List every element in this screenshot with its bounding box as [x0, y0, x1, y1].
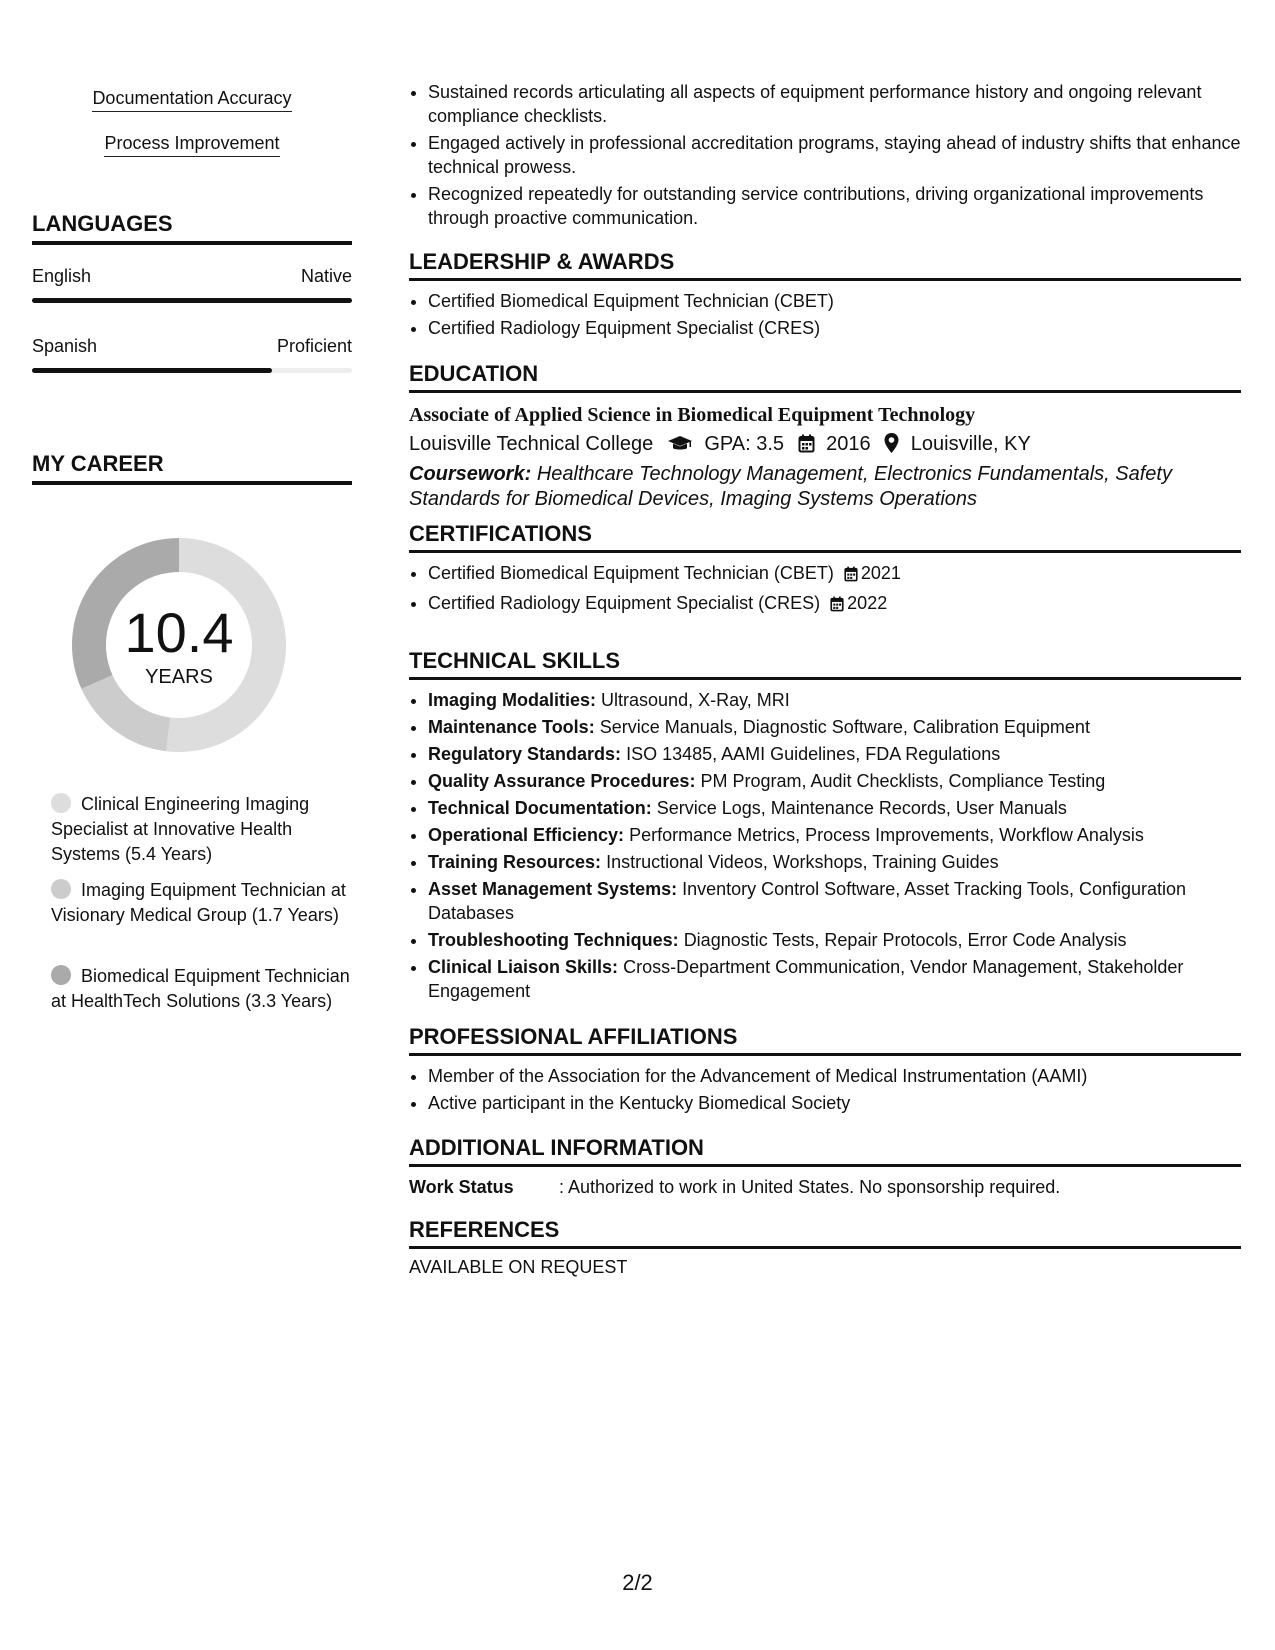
skill-tag: Documentation Accuracy: [32, 88, 352, 109]
certification-year: 2022: [847, 593, 888, 613]
education-section: [409, 361, 1241, 512]
career-donut: [66, 532, 292, 758]
references-text: AVAILABLE ON REQUEST: [409, 1257, 628, 1277]
work-status-row: [409, 1175, 1241, 1201]
certification-year: 2021: [860, 563, 901, 583]
list-item: • Asset Management Systems: Inventory Control Software, Asset Tracking Tools, Configuration Databases: [428, 877, 1241, 925]
list-item: • Technical Documentation: Service Logs, Maintenance Records, User Manuals: [428, 796, 1241, 820]
list-item: • Imaging Modalities: Ultrasound, X-Ray, MRI: [428, 688, 1241, 712]
page-number: 2/2: [622, 1570, 653, 1595]
coursework-label: Coursework:: [409, 463, 532, 485]
language-name: Spanish: [32, 336, 98, 356]
calendar-icon: [798, 432, 815, 462]
list-item: • Recognized repeatedly for outstanding service contributions, driving organizational improvements through proactive communication.: [428, 182, 1241, 230]
skill-tag: Process Improvement: [32, 133, 352, 154]
list-item: • Operational Efficiency: Performance Metrics, Process Improvements, Workflow Analysis: [428, 823, 1241, 847]
location-pin-icon: [884, 432, 899, 462]
degree: Associate of Applied Science in Biomedical Equipment Technology: [409, 404, 976, 426]
languages-heading: LANGUAGES: [32, 211, 352, 245]
coursework-list: Healthcare Technology Management, Electronics Fundamentals, Safety Standards for Biomedical Devices, Imaging Systems Operations: [409, 463, 1172, 510]
career-role: Biomedical Equipment Technician at HealthTech Solutions (3.3 Years): [51, 966, 350, 1011]
role-dot: [51, 965, 71, 985]
additional-info-section: [409, 1135, 1241, 1201]
list-item: • Troubleshooting Techniques: Diagnostic Tests, Repair Protocols, Error Code Analysis: [428, 928, 1241, 952]
career-heading: MY CAREER: [32, 451, 352, 485]
list-item: • Member of the Association for the Advancement of Medical Instrumentation (AAMI): [428, 1064, 1241, 1088]
education-location: Louisville, KY: [910, 433, 1031, 455]
language-bar-fill: [32, 368, 272, 373]
section-heading: REFERENCES: [409, 1217, 1241, 1249]
section-heading: TECHNICAL SKILLS: [409, 648, 1241, 680]
school: Louisville Technical College: [409, 433, 654, 455]
career-years-unit: YEARS: [145, 666, 213, 688]
section-heading: EDUCATION: [409, 361, 1241, 393]
language-level: Native: [300, 266, 352, 286]
coursework: [409, 462, 1241, 512]
role-dot: [51, 793, 71, 813]
list-item: • Training Resources: Instructional Videos, Workshops, Training Guides: [428, 850, 1241, 874]
list-item: • Certified Radiology Equipment Specialist (CRES): [428, 316, 1241, 340]
list-item: • Certified Radiology Equipment Specialist (CRES) 2022: [428, 591, 1241, 618]
language-bar-fill: [32, 298, 352, 303]
list-item: • Engaged actively in professional accreditation programs, staying ahead of industry shifts that enhance technical prowess.: [428, 131, 1241, 179]
references-section: [409, 1217, 1241, 1278]
role-dot: [51, 879, 71, 899]
experience-bullets: [409, 80, 1241, 233]
certifications-section: [409, 521, 1241, 621]
work-status-label: Work Status: [409, 1177, 514, 1197]
leadership-section: [409, 249, 1241, 343]
list-item: • Maintenance Tools: Service Manuals, Diagnostic Software, Calibration Equipment: [428, 715, 1241, 739]
language-bar: [32, 368, 352, 373]
graduation-year: 2016: [826, 433, 871, 455]
list-item: • Regulatory Standards: ISO 13485, AAMI Guidelines, FDA Regulations: [428, 742, 1241, 766]
affiliations-section: [409, 1024, 1241, 1118]
section-heading: LEADERSHIP & AWARDS: [409, 249, 1241, 281]
list-item: • Certified Biomedical Equipment Technician (CBET) 2021: [428, 561, 1241, 588]
section-heading: ADDITIONAL INFORMATION: [409, 1135, 1241, 1167]
career-role: Imaging Equipment Technician at Visionary Medical Group (1.7 Years): [51, 880, 346, 925]
list-item: • Clinical Liaison Skills: Cross-Department Communication, Vendor Management, Stakeholder Engagement: [428, 955, 1241, 1003]
section-heading: PROFESSIONAL AFFILIATIONS: [409, 1024, 1241, 1056]
list-item: • Active participant in the Kentucky Biomedical Society: [428, 1091, 1241, 1115]
list-item: • Certified Biomedical Equipment Technician (CBET): [428, 289, 1241, 313]
section-heading: CERTIFICATIONS: [409, 521, 1241, 553]
list-item: • Quality Assurance Procedures: PM Program, Audit Checklists, Compliance Testing: [428, 769, 1241, 793]
career-total-years: 10.4: [124, 601, 234, 664]
calendar-icon: [830, 594, 844, 618]
career-role: Clinical Engineering Imaging Specialist at Innovative Health Systems (5.4 Years): [51, 794, 310, 864]
language-bar: [32, 298, 352, 303]
technical-skills-section: [409, 648, 1241, 1006]
list-item: • Sustained records articulating all aspects of equipment performance history and ongoing relevant compliance checklists.: [428, 80, 1241, 128]
language-name: English: [32, 266, 92, 286]
work-status-value: : Authorized to work in United States. No sponsorship required.: [559, 1177, 1061, 1197]
gpa: GPA: 3.5: [704, 433, 785, 455]
calendar-icon: [844, 564, 858, 588]
graduation-cap-icon: [667, 432, 693, 462]
language-level: Proficient: [276, 336, 352, 356]
education-meta: [409, 429, 1241, 462]
